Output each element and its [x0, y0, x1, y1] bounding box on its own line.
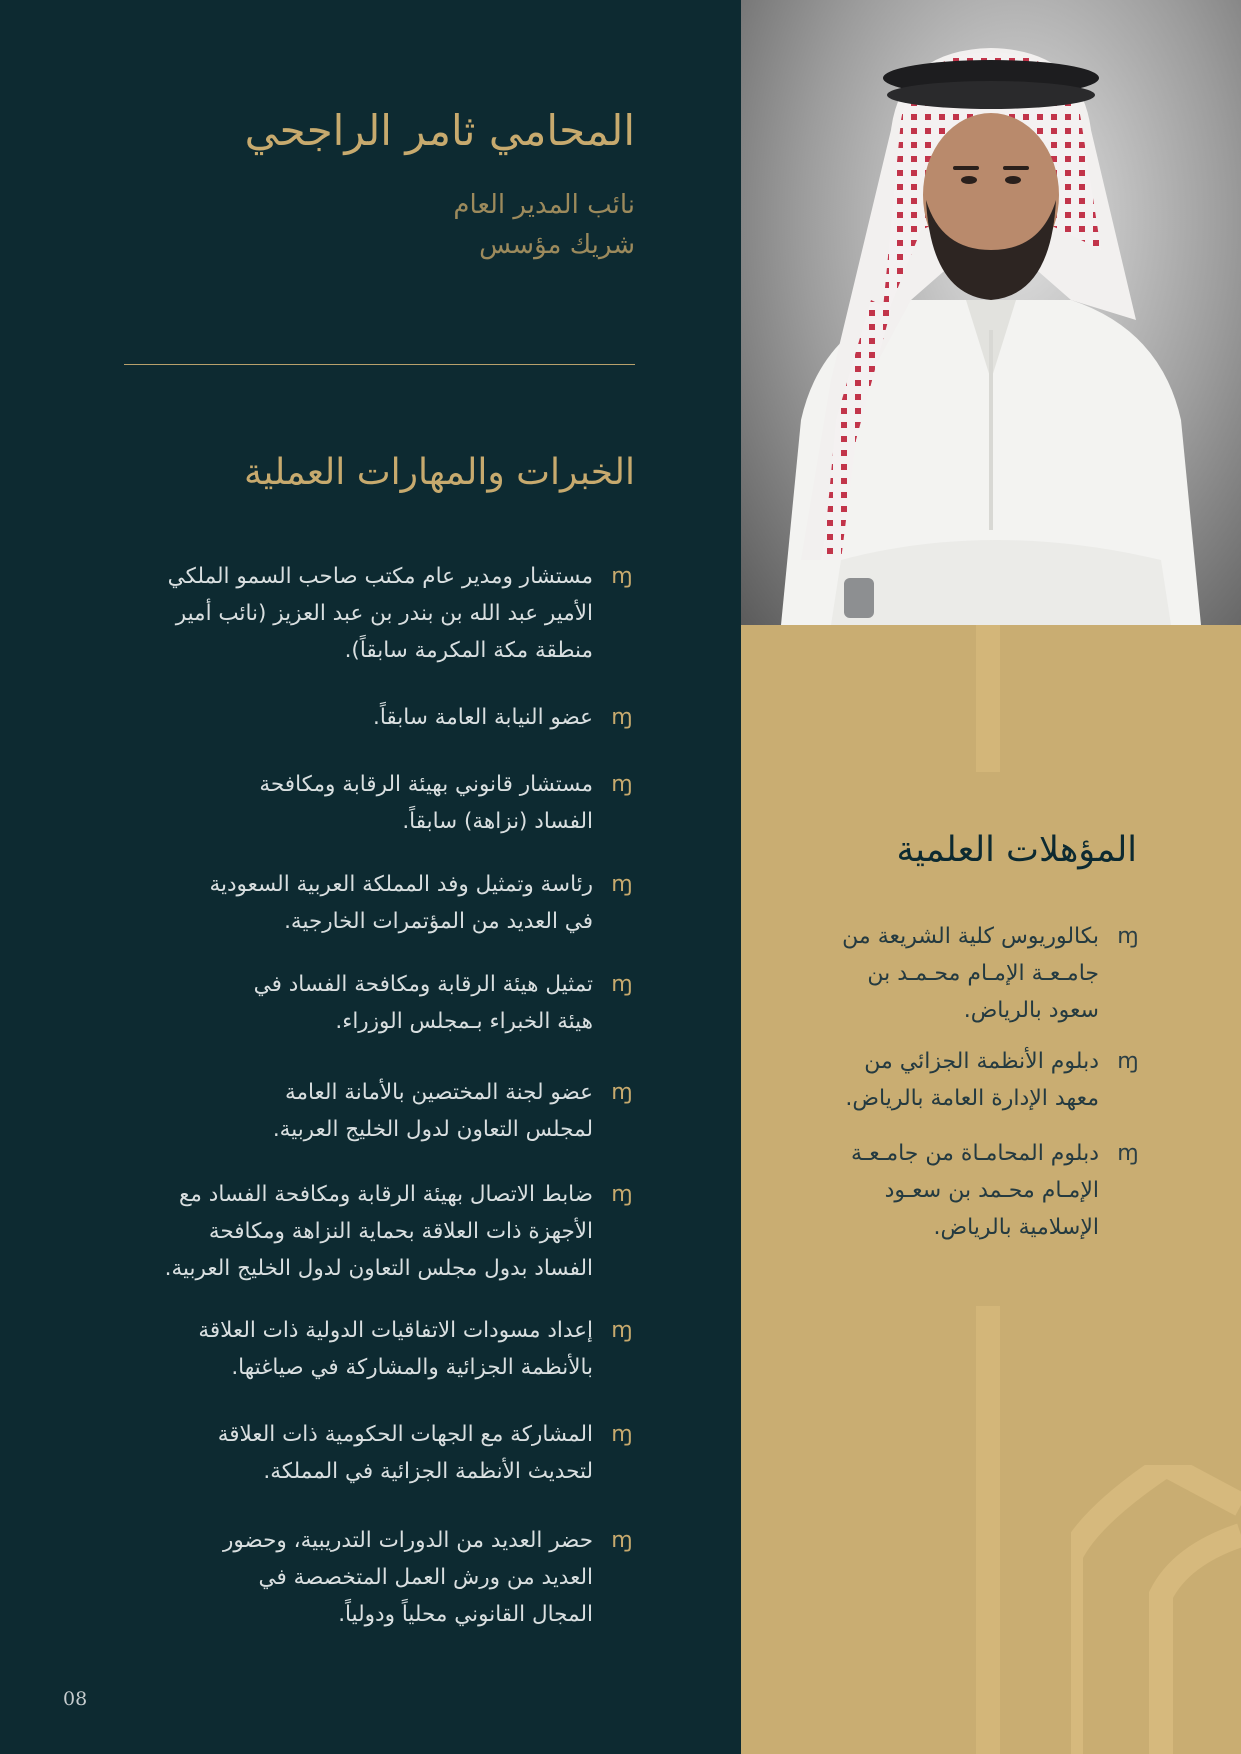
experience-line: العديد من ورش العمل المتخصصة في: [258, 1565, 593, 1590]
experience-item: [53, 966, 593, 1040]
experience-line: في العديد من المؤتمرات الخارجية.: [284, 909, 593, 934]
experience-line: هيئة الخبراء بـمجلس الوزراء.: [335, 1009, 593, 1034]
qualification-line: جامـعـة الإمـام محـمـد بن: [867, 961, 1099, 986]
qualification-item: [799, 1043, 1099, 1117]
experience-line: الفساد (نزاهة) سابقاً.: [402, 809, 593, 834]
qualification-line: سعود بالرياض.: [963, 998, 1099, 1023]
decorative-bar-bottom: [976, 1306, 1000, 1754]
ornament-icon: ɱ: [1117, 1049, 1139, 1074]
qualifications-section-title: المؤهلات العلمية: [896, 830, 1137, 870]
ornament-icon: ɱ: [1117, 924, 1139, 949]
experience-line: الأجهزة ذات العلاقة بحماية النزاهة ومكافحة: [208, 1219, 593, 1244]
ornament-icon: ɱ: [611, 972, 633, 997]
ornament-icon: ɱ: [611, 1182, 633, 1207]
decorative-bar-top: [976, 625, 1000, 772]
experience-item: [53, 699, 593, 736]
lawyer-name: المحامي ثامر الراجحي: [244, 106, 635, 155]
qualification-line: بكالوريوس كلية الشريعة من: [842, 924, 1099, 949]
experience-line: عضو لجنة المختصين بالأمانة العامة: [284, 1080, 593, 1105]
page-number: 08: [63, 1688, 88, 1710]
experience-line: تمثيل هيئة الرقابة ومكافحة الفساد في: [253, 972, 593, 997]
qualification-line: معهد الإدارة العامة بالرياض.: [845, 1086, 1099, 1111]
experience-item: [53, 866, 593, 940]
ornament-icon: ɱ: [611, 1422, 633, 1447]
ornament-icon: ɱ: [611, 564, 633, 589]
portrait-illustration: [741, 0, 1241, 625]
experience-item: [53, 558, 593, 669]
experience-item: [53, 1416, 593, 1490]
ornament-icon: ɱ: [611, 872, 633, 897]
experience-line: المجال القانوني محلياً ودولياً.: [338, 1602, 593, 1627]
experience-line: الفساد بدول مجلس التعاون لدول الخليج العربية.: [164, 1256, 593, 1281]
experience-line: الأمير عبد الله بن بندر بن عبد العزيز (نائب أمير: [175, 601, 593, 626]
ornament-icon: ɱ: [611, 1080, 633, 1105]
experience-line: بالأنظمة الجزائية والمشاركة في صياغتها.: [231, 1355, 593, 1380]
experience-item: [53, 1522, 593, 1633]
ornament-icon: ɱ: [611, 1528, 633, 1553]
ornament-icon: ɱ: [611, 772, 633, 797]
ornament-icon: ɱ: [611, 705, 633, 730]
decorative-arch: [1071, 1465, 1241, 1754]
experience-item: [53, 1074, 593, 1148]
experience-line: مستشار قانوني بهيئة الرقابة ومكافحة: [259, 772, 593, 797]
job-title-founding-partner: شريك مؤسس: [479, 230, 635, 260]
experience-line: المشاركة مع الجهات الحكومية ذات العلاقة: [217, 1422, 593, 1447]
ornament-icon: ɱ: [611, 1318, 633, 1343]
experience-line: لمجلس التعاون لدول الخليج العربية.: [272, 1117, 593, 1142]
experience-line: ضابط الاتصال بهيئة الرقابة ومكافحة الفساد مع: [178, 1182, 593, 1207]
experience-line: إعداد مسودات الاتفاقيات الدولية ذات العلاقة: [198, 1318, 593, 1343]
qualification-item: [799, 1135, 1099, 1246]
qualification-item: [799, 918, 1099, 1029]
experience-item: [53, 766, 593, 840]
qualification-line: الإمـام محـمد بن سعـود: [884, 1178, 1099, 1203]
experience-item: [53, 1176, 593, 1287]
experience-line: حضر العديد من الدورات التدريبية، وحضور: [222, 1528, 593, 1553]
profile-photo: [741, 0, 1241, 625]
experience-item: [53, 1312, 593, 1386]
qualification-line: دبلوم المحامـاة من جامـعـة: [851, 1141, 1099, 1166]
qualification-line: دبلوم الأنظمة الجزائي من: [864, 1049, 1099, 1074]
experience-line: عضو النيابة العامة سابقاً.: [373, 705, 593, 730]
experience-section-title: الخبرات والمهارات العملية: [244, 452, 635, 493]
qualification-line: الإسلامية بالرياض.: [933, 1215, 1099, 1240]
experience-line: رئاسة وتمثيل وفد المملكة العربية السعودية: [209, 872, 593, 897]
experience-line: منطقة مكة المكرمة سابقاً).: [344, 638, 593, 663]
experience-line: مستشار ومدير عام مكتب صاحب السمو الملكي: [167, 564, 593, 589]
right-panel: [741, 0, 1241, 1754]
ornament-icon: ɱ: [1117, 1141, 1139, 1166]
experience-line: لتحديث الأنظمة الجزائية في المملكة.: [263, 1459, 593, 1484]
section-divider: [124, 364, 635, 365]
job-title-deputy-gm: نائب المدير العام: [453, 190, 635, 220]
